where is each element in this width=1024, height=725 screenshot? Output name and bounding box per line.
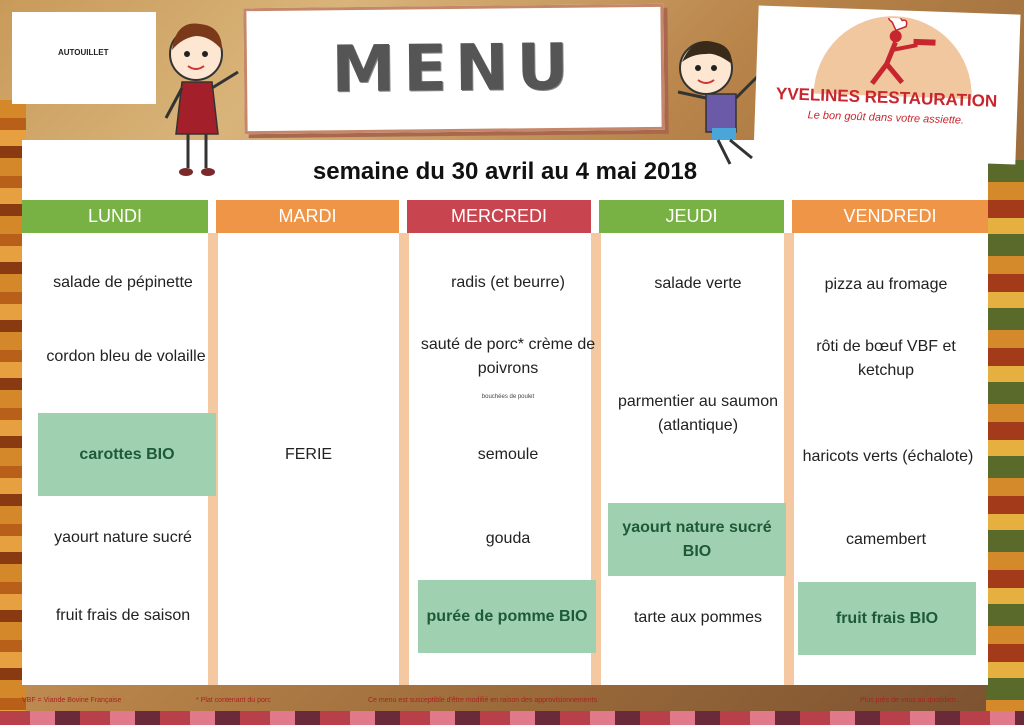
fruit-border-right — [986, 160, 1024, 725]
column-separator — [399, 233, 409, 685]
menu-item-mercredi-entree: radis (et beurre) — [451, 274, 565, 291]
menu-item-vendredi-dessert-bio: fruit frais BIO — [798, 582, 976, 655]
menu-card — [243, 4, 664, 134]
menu-item-vendredi-fromage: camembert — [845, 531, 927, 548]
menu-item-vendredi-plat: rôti de bœuf VBF et ketchup — [816, 338, 956, 379]
day-header-mercredi: MERCREDI — [407, 200, 591, 233]
girl-illustration — [160, 10, 240, 180]
chef-icon — [844, 17, 946, 92]
menu-item-jeudi-plat: parmentier au saumon (atlantique) — [617, 393, 779, 434]
menu-item-lundi-entree: salade de pépinette — [53, 274, 193, 291]
menu-item-mercredi-alternative: bouchées de poulet — [481, 393, 535, 400]
footer-vbf-note: VBF = Viande Bovine Française — [22, 697, 122, 704]
menu-item-jeudi-dessert: tarte aux pommes — [633, 609, 763, 626]
footer-porc-note: * Plat contenant du porc — [196, 697, 271, 704]
menu-item-vendredi-entree: pizza au fromage — [824, 276, 948, 293]
menu-item-lundi-legume-bio: carottes BIO — [38, 413, 216, 496]
yvelines-restauration-logo — [753, 5, 1020, 164]
menu-item-jeudi-laitage-bio: yaourt nature sucré BIO — [608, 503, 786, 576]
school-name: AUTOUILLET — [12, 12, 156, 104]
footer-closing: Plus près de vous au quotidien... — [860, 697, 962, 704]
day-header-vendredi: VENDREDI — [792, 200, 988, 233]
fruit-border-bottom — [0, 711, 1024, 725]
day-header-lundi: LUNDI — [22, 200, 208, 233]
menu-item-lundi-dessert: fruit frais de saison — [55, 607, 191, 624]
day-header-jeudi: JEUDI — [599, 200, 784, 233]
menu-item-mardi-ferie: FERIE — [284, 446, 333, 463]
menu-item-mercredi-fromage: gouda — [485, 530, 531, 547]
menu-item-lundi-laitage: yaourt nature sucré — [54, 529, 192, 546]
menu-title: MENU — [331, 30, 577, 108]
logo-tagline: Le bon goût dans votre assiette. — [807, 109, 965, 127]
week-title: semaine du 30 avril au 4 mai 2018 — [312, 158, 698, 185]
boy-illustration — [672, 36, 762, 171]
menu-item-mercredi-dessert-bio: purée de pomme BIO — [418, 580, 596, 653]
logo-name: YVELINES RESTAURATION — [775, 84, 998, 111]
menu-item-vendredi-accompagnement: haricots verts (échalote) — [802, 448, 974, 465]
menu-item-mercredi-plat: sauté de porc* crème de poivrons — [420, 336, 596, 377]
menu-item-mercredi-accompagnement: semoule — [477, 446, 539, 463]
footer-notice: Ce menu est susceptible d'être modifié en raison des approvisionnements. — [368, 697, 599, 704]
day-header-mardi: MARDI — [216, 200, 399, 233]
menu-item-jeudi-entree: salade verte — [654, 275, 742, 292]
menu-item-lundi-plat: cordon bleu de volaille — [46, 348, 206, 365]
